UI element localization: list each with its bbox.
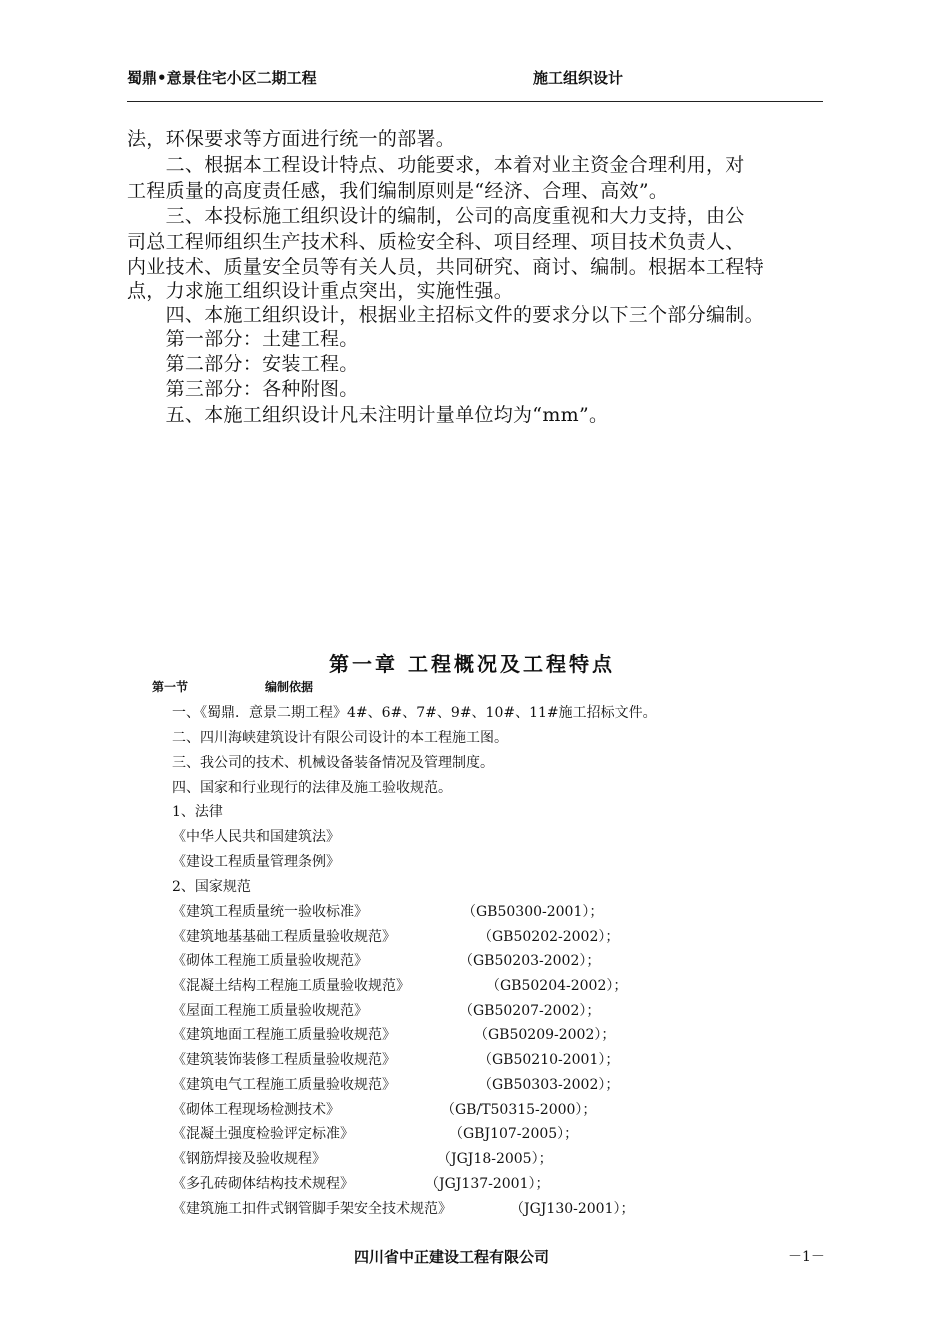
footer-company: 四川省中正建设工程有限公司 (354, 1248, 550, 1266)
standard-name: 《建筑工程质量统一验收标准》 (172, 904, 368, 920)
header-doc-title: 施工组织设计 (533, 69, 624, 87)
chapter-title: 第一章 工程概况及工程特点 (329, 652, 615, 676)
intro-line: 第二部分：安装工程。 (127, 353, 359, 375)
standard-code: （GB50202-2002）； (478, 929, 620, 945)
basis-item: 三、我公司的技术、机械设备装备情况及管理制度。 (172, 755, 494, 771)
header-rule (127, 101, 823, 102)
header-project-name: 蜀鼎•意景住宅小区二期工程 (127, 69, 317, 87)
standard-name: 《多孔砖砌体结构技术规程》 (172, 1176, 354, 1192)
standard-name: 《建筑装饰装修工程质量验收规范》 (172, 1052, 396, 1068)
intro-line: 二、根据本工程设计特点、功能要求，本着对业主资金合理利用，对 (127, 154, 745, 176)
intro-line: 内业技术、质量安全员等有关人员，共同研究、商讨、编制。根据本工程特 (127, 256, 764, 278)
standard-name: 《建筑地面工程施工质量验收规范》 (172, 1027, 396, 1043)
intro-line: 工程质量的高度责任感，我们编制原则是“经济、合理、高效”。 (127, 180, 669, 202)
intro-line: 四、本施工组织设计，根据业主招标文件的要求分以下三个部分编制。 (127, 304, 764, 326)
intro-line: 五、本施工组织设计凡未注明计量单位均为“mm”。 (127, 404, 609, 426)
basis-item: 二、四川海峡建筑设计有限公司设计的本工程施工图。 (172, 730, 508, 746)
page-number: －1－ (788, 1249, 825, 1265)
standard-name: 《钢筋焊接及验收规程》 (172, 1151, 326, 1167)
standard-code: （GB50209-2002）； (474, 1027, 616, 1043)
intro-line: 法，环保要求等方面进行统一的部署。 (127, 128, 456, 150)
section-title: 编制依据 (265, 680, 314, 694)
intro-line: 点，力求施工组织设计重点突出，实施性强。 (127, 280, 514, 302)
standard-name: 《建筑施工扣件式钢管脚手架安全技术规范》 (172, 1201, 452, 1217)
intro-line: 第三部分：各种附图。 (127, 378, 359, 400)
standard-name: 《混凝土强度检验评定标准》 (172, 1126, 354, 1142)
standard-code: （GB50210-2001）； (478, 1052, 620, 1068)
standard-code: （GB50207-2002）； (459, 1003, 601, 1019)
standard-name: 《砌体工程现场检测技术》 (172, 1102, 340, 1118)
standard-code: （JGJ18-2005）； (437, 1151, 553, 1167)
standard-name: 《混凝土结构工程施工质量验收规范》 (172, 978, 410, 994)
standard-code: （JGJ130-2001）； (510, 1201, 635, 1217)
standard-name: 《砌体工程施工质量验收规范》 (172, 953, 368, 969)
standard-name: 《屋面工程施工质量验收规范》 (172, 1003, 368, 1019)
standard-code: （GB/T50315-2000）； (441, 1102, 597, 1118)
intro-line: 三、本投标施工组织设计的编制，公司的高度重视和大力支持，由公 (127, 205, 745, 227)
section-number: 第一节 (152, 680, 189, 694)
standard-code: （GBJ107-2005）； (449, 1126, 579, 1142)
basis-item: 一、《蜀鼎．意景二期工程》4#、6#、7#、9#、10#、11#施工招标文件。 (172, 705, 657, 721)
basis-item: 2、国家规范 (172, 879, 251, 895)
standard-name: 《建筑电气工程施工质量验收规范》 (172, 1077, 396, 1093)
intro-line: 司总工程师组织生产技术科、质检安全科、项目经理、项目技术负责人、 (127, 231, 745, 253)
standard-name: 《建筑地基基础工程质量验收规范》 (172, 929, 396, 945)
basis-item: 1、法律 (172, 804, 223, 820)
basis-item: 四、国家和行业现行的法律及施工验收规范。 (172, 780, 452, 796)
standard-code: （JGJ137-2001）； (425, 1176, 550, 1192)
basis-item: 《中华人民共和国建筑法》 (172, 829, 340, 845)
standard-code: （GB50300-2001）； (462, 904, 604, 920)
standard-code: （GB50204-2002）； (486, 978, 628, 994)
basis-item: 《建设工程质量管理条例》 (172, 854, 340, 870)
standard-code: （GB50203-2002）； (459, 953, 601, 969)
standard-code: （GB50303-2002）； (478, 1077, 620, 1093)
intro-line: 第一部分：土建工程。 (127, 328, 359, 350)
